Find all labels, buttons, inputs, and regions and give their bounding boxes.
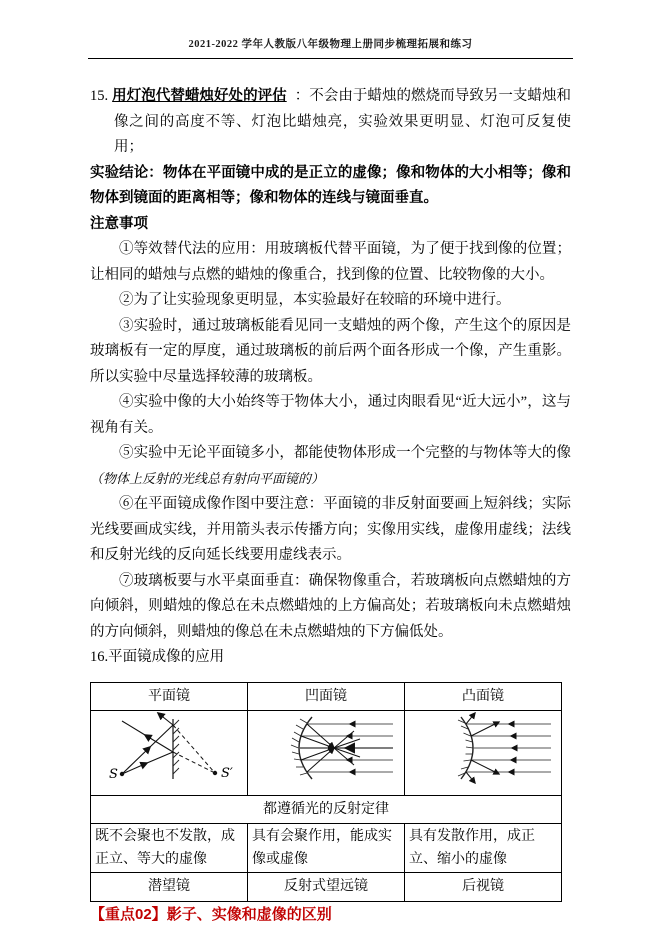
item-16-title: 16.平面镜成像的应用: [90, 649, 225, 665]
header-plane-mirror: 平面镜: [91, 682, 248, 711]
plane-mirror-application: 潜望镜: [91, 873, 248, 902]
header-concave-mirror: 凹面镜: [248, 682, 405, 711]
mirror-hatching: [458, 720, 473, 776]
note-6: ⑥在平面镜成像作图中要注意：平面镜的非反射面要画上短斜线；实际光线要画成实线，并用箭头表示传播方向；实像用实线，虚像用虚线；法线和反射光线的反向延长线要用虚线表示。: [90, 496, 571, 563]
note-3: ③实验时，通过玻璃板能看见同一支蜡烛的两个像，产生这个的原因是玻璃板有一定的厚度，通过玻璃板的前后两个面各形成一个像，产生重影。所以实验中尽量选择较薄的玻璃板。: [90, 317, 571, 385]
document-body: [90, 84, 571, 928]
note-2: ②为了让实验现象更明显，本实验最好在较暗的环境中进行。: [119, 292, 511, 308]
key-point-heading: [90, 902, 571, 929]
note-5-parenthetical: （物体上反射的光线总有射向平面镜的）: [90, 471, 325, 487]
concave-mirror-diagram: [252, 712, 404, 784]
convex-mirror-application: 后视镜: [405, 873, 562, 902]
header-convex-mirror: 凸面镜: [405, 682, 562, 711]
concave-mirror-cell: [248, 711, 405, 796]
note-5: [90, 441, 571, 492]
page-header: 2021-2022 学年人教版八年级物理上册同步梳理拓展和练习: [88, 36, 573, 59]
table-law-row: [91, 795, 562, 824]
mirror-comparison-table: [90, 682, 562, 902]
convex-mirror-cell: [405, 711, 562, 796]
item-15: [90, 84, 571, 161]
table-description-row: [91, 824, 562, 873]
table-diagram-row: [91, 711, 562, 796]
plane-mirror-diagram: [95, 712, 247, 784]
reflection-law-cell: 都遵循光的反射定律: [91, 795, 562, 824]
table-header-row: [91, 682, 562, 711]
item-15-number: 15.: [90, 88, 109, 104]
key-point-tag: 【重点02】: [90, 905, 167, 923]
image-point-label: S′: [221, 766, 233, 781]
note-7: ⑦玻璃板要与水平桌面垂直：确保物像重合，若玻璃板向点燃蜡烛的方向倾斜，则蜡烛的像总在未点燃蜡烛的上方偏高处；若玻璃板向未点燃蜡烛的方向倾斜，则蜡烛的像总在未点燃蜡烛的下方偏低处。: [90, 572, 571, 640]
item-15-underlined-title: 用灯泡代替蜡烛好处的评估: [112, 88, 287, 104]
convex-mirror-diagram: [409, 712, 561, 784]
notes-heading: 注意事项: [90, 215, 148, 232]
experiment-conclusion: 实验结论：物体在平面镜中成的是正立的虚像；像和物体的大小相等；像和物体到镜面的距离相等；像和物体的连线与镜面垂直。: [90, 164, 571, 206]
note-4: ④实验中像的大小始终等于物体大小，通过肉眼看见“近大远小”，这与视角有关。: [90, 394, 571, 436]
concave-mirror-application: 反射式望远镜: [248, 873, 405, 902]
item-15-colon: ：: [294, 88, 310, 104]
plane-mirror-cell: [91, 711, 248, 796]
table-application-row: [91, 873, 562, 902]
note-1: ①等效替代法的应用：用玻璃板代替平面镜，为了便于找到像的位置；让相同的蜡烛与点燃的蜡烛的像重合，找到像的位置、比较物像的大小。: [90, 241, 571, 283]
note-5-text: ⑤实验中无论平面镜多小，都能使物体形成一个完整的与物体等大的像: [119, 445, 571, 461]
source-point-label: S: [109, 767, 118, 782]
mirror-hatching: [173, 720, 179, 774]
key-point-title: 影子、实像和虚像的区别: [166, 906, 332, 923]
plane-mirror-description: 既不会聚也不发散，成正立、等大的虚像: [91, 824, 248, 873]
convex-mirror-description: 具有发散作用，成正立、缩小的虚像: [405, 824, 562, 873]
item-15-text: 不会由于蜡烛的燃烧而导致另一支蜡烛和像之间的高度不等、灯泡比蜡烛亮，实验效果更明显、灯泡可反复使用；: [114, 88, 572, 155]
concave-mirror-description: 具有会聚作用，能成实像或虚像: [248, 824, 405, 873]
